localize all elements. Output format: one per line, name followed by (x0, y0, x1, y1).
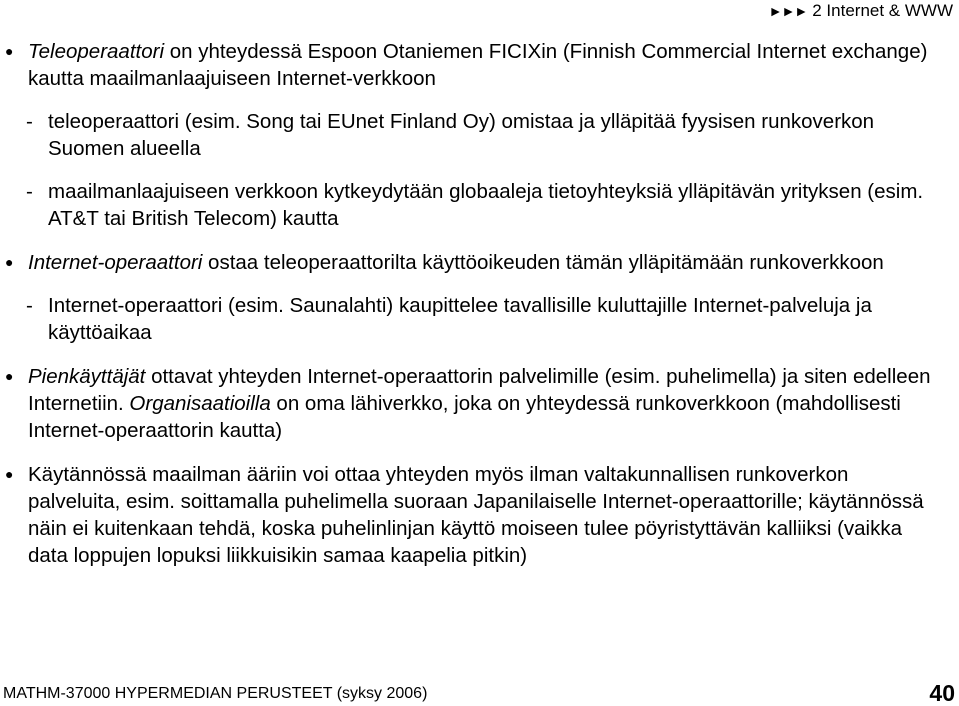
dash-marker: - (26, 180, 33, 203)
term-pienkayttajat: Pienkäyttäjät (28, 365, 146, 388)
sub-item-text: teleoperaattori (esim. Song tai EUnet Finland Oy) omistaa ja ylläpitää fyysisen runkoverkon Suomen alueella (48, 110, 875, 160)
sub-item-global-network (0, 178, 945, 232)
bullet-text: on oma lähiverkko, joka on yhteydessä runkoverkkoon (mahdollisesti Internet-operaattorin kautta) (28, 392, 901, 442)
bullet-text: on yhteydessä Espoon Otaniemen FICIXin (Finnish Commercial Internet exchange) kautta maailmanlaajuiseen Internet-verkkoon (28, 40, 928, 90)
page-number: 40 (929, 680, 955, 706)
term-internet-operaattori: Internet-operaattori (28, 251, 203, 274)
course-footer: MATHM-37000 HYPERMEDIAN PERUSTEET (syksy 2006) (3, 685, 428, 702)
section-title: 2 Internet & WWW (812, 1, 953, 20)
bullet-in-practice (0, 461, 945, 569)
triple-arrow-icon: ►►► (768, 3, 808, 19)
sub-item-text: Internet-operaattori (esim. Saunalahti) kaupittelee tavallisille kuluttajille Internet-palveluja ja käyttöaikaa (48, 294, 872, 344)
dash-marker: - (26, 110, 33, 133)
bullet-teleoperator (0, 38, 945, 92)
bullet-text: ostaa teleoperaattorilta käyttöoikeuden tämän ylläpitämään runkoverkkoon (202, 251, 884, 274)
bullet-icon: ● (5, 254, 14, 270)
slide-content (0, 38, 945, 586)
sub-item-internet-operator-sells (0, 292, 945, 346)
slide-header (769, 1, 953, 21)
sub-item-text: maailmanlaajuiseen verkkoon kytkeydytään globaaleja tietoyhteyksiä ylläpitävän yrityksen (esim. AT&T tai British Telecom) kautta (48, 180, 924, 230)
bullet-text: Käytännössä maailman ääriin voi ottaa yhteyden myös ilman valtakunnallisen runkoverkon palveluita, esim. soittamalla puhelimella suoraan Japanilaiselle Internet-operaattorille; käytännössä näin ei kuitenkaan tehdä, koska puhelinlinjan käyttö moiseen tulee pöyristyttävän kalliiksi (vaikka data loppujen lopuksi liikkuisikin samaa kaapelia pitkin) (28, 463, 924, 567)
term-organisaatioilla: Organisaatioilla (129, 392, 271, 415)
bullet-icon: ● (5, 466, 14, 482)
dash-marker: - (26, 294, 33, 317)
term-teleoperaattori: Teleoperaattori (28, 40, 165, 63)
bullet-internet-operator (0, 249, 945, 276)
bullet-small-users (0, 363, 945, 444)
bullet-icon: ● (5, 368, 14, 384)
bullet-text: ottavat yhteyden Internet-operaattorin palvelimille (esim. puhelimella) ja siten edelleen Internetiin. (28, 365, 931, 415)
sub-item-teleoperator-owns (0, 108, 945, 162)
bullet-icon: ● (5, 43, 14, 59)
